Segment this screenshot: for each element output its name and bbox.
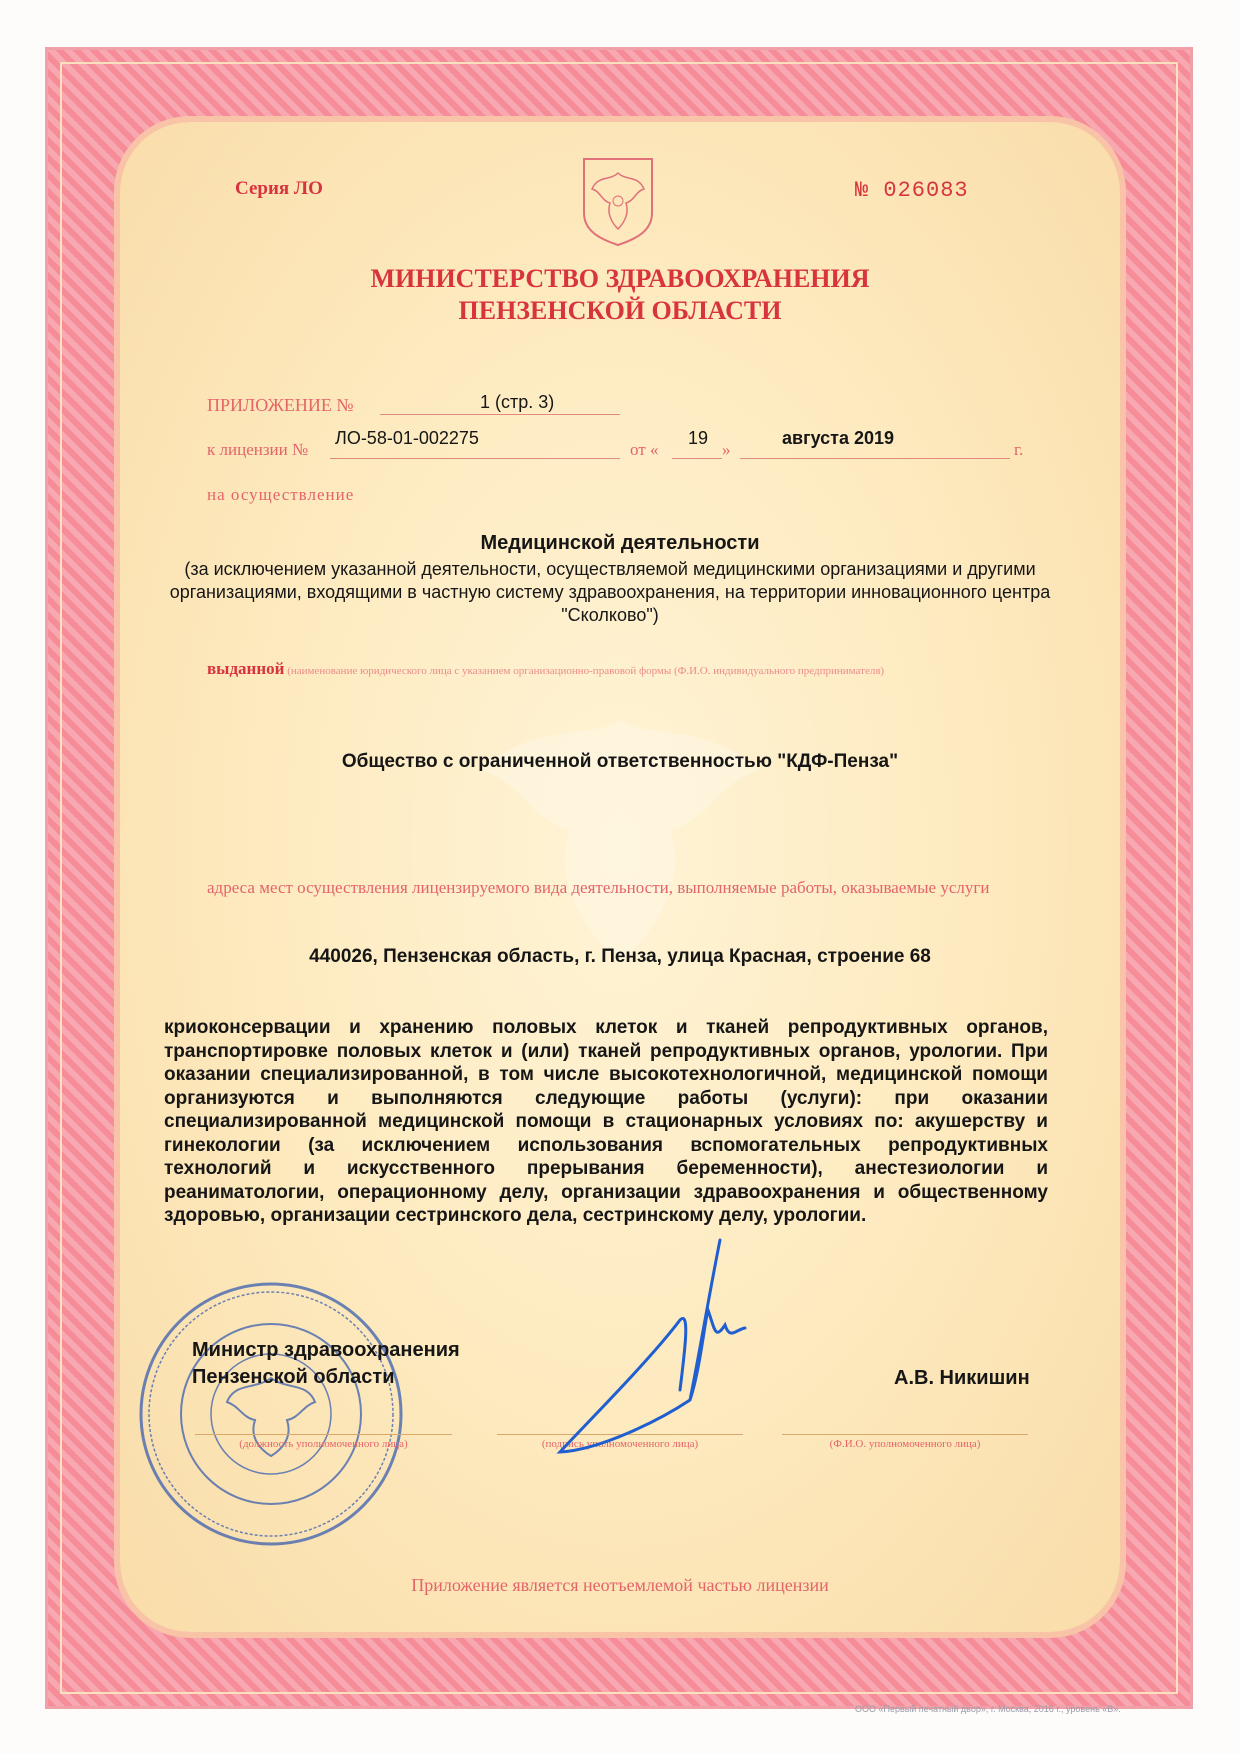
date-close-label: »	[722, 440, 731, 459]
handwritten-signature	[540, 1230, 780, 1470]
signer-position-line1: Министр здравоохранения	[192, 1339, 460, 1361]
official-stamp-icon	[135, 1278, 407, 1550]
appendix-number: 1 (стр. 3)	[480, 392, 555, 412]
licensee-name: Общество с ограниченной ответственностью "КДФ-Пенза"	[341, 751, 899, 772]
activity-title: Медицинской деятельности	[480, 532, 760, 554]
signer-position-line2: Пензенской области	[192, 1366, 395, 1388]
series-label: Серия ЛО	[235, 178, 323, 199]
license-number: ЛО-58-01-002275	[335, 428, 479, 448]
issued-to-label: выданной	[207, 659, 285, 678]
name-caption: (Ф.И.О. уполномоченного лица)	[829, 1438, 981, 1450]
eagle-watermark-icon	[420, 680, 820, 980]
day-underline	[672, 458, 722, 459]
authority-title-line1: МИНИСТЕРСТВО ЗДРАВООХРАНЕНИЯ	[370, 264, 870, 293]
signer-name: А.В. Никишин	[894, 1367, 1030, 1389]
license-form-number: № 026083	[855, 178, 969, 203]
position-caption: (должность уполномоченного лица)	[239, 1438, 408, 1450]
license-day: 19	[688, 428, 709, 448]
activity-label: на осуществление	[207, 485, 355, 504]
appendix-label: ПРИЛОЖЕНИЕ №	[207, 395, 354, 415]
issued-to-block	[207, 660, 1037, 680]
address-value: 440026, Пензенская область, г. Пенза, улица Красная, строение 68	[309, 946, 931, 967]
name-line	[782, 1434, 1028, 1435]
license-label: к лицензии №	[207, 440, 309, 459]
coat-of-arms-icon	[578, 155, 658, 247]
year-suffix: г.	[1014, 440, 1024, 459]
license-month-year: августа 2019	[782, 428, 895, 448]
position-line	[195, 1434, 452, 1435]
signer-position	[192, 1337, 460, 1391]
date-from-label: от «	[630, 440, 659, 459]
activity-description: (за исключением указанной деятельности, осуществляемой медицинскими организациями и другими организациями, входящими в частную систему здравоохранения, на территории инновационного центра "Сколково")	[169, 559, 1051, 625]
month-underline	[740, 458, 1010, 459]
appendix-underline	[380, 414, 620, 415]
issued-to-hint: (наименование юридического лица с указанием организационно-правовой формы (Ф.И.О. индивидуального предпринимателя)	[287, 665, 885, 677]
services-text: криоконсервации и хранению половых клеток и тканей репродуктивных органов, транспортировке половых клеток и (или) тканей репродуктивных органов, урологии. При оказании специализированной, в том числе высокотехнологичной, медицинской помощи организуются и выполняются следующие работы (услуги): при оказании специализированной медицинской помощи в стационарных условиях по: акушерству и гинекологии (за исключением использования вспомогательных репродуктивных технологий и искусственного прерывания беременности), анестезиологии и реаниматологии, операционному делу, организации здравоохранения и общественному здоровью, организации сестринского дела, сестринскому делу, урологии.	[164, 1017, 1048, 1226]
authority-title-line2: ПЕНЗЕНСКОЙ ОБЛАСТИ	[458, 296, 782, 325]
address-label: адреса мест осуществления лицензируемого вида деятельности, выполняемые работы, оказываемые услуги	[207, 878, 990, 897]
license-underline	[330, 458, 620, 459]
signature-caption: (подпись уполномоченного лица)	[541, 1438, 699, 1450]
printer-info: ООО «Первый печатный двор», г. Москва, 2016 г., уровень «В».	[855, 1704, 1121, 1714]
footer-note: Приложение является неотъемлемой частью лицензии	[411, 1575, 829, 1595]
